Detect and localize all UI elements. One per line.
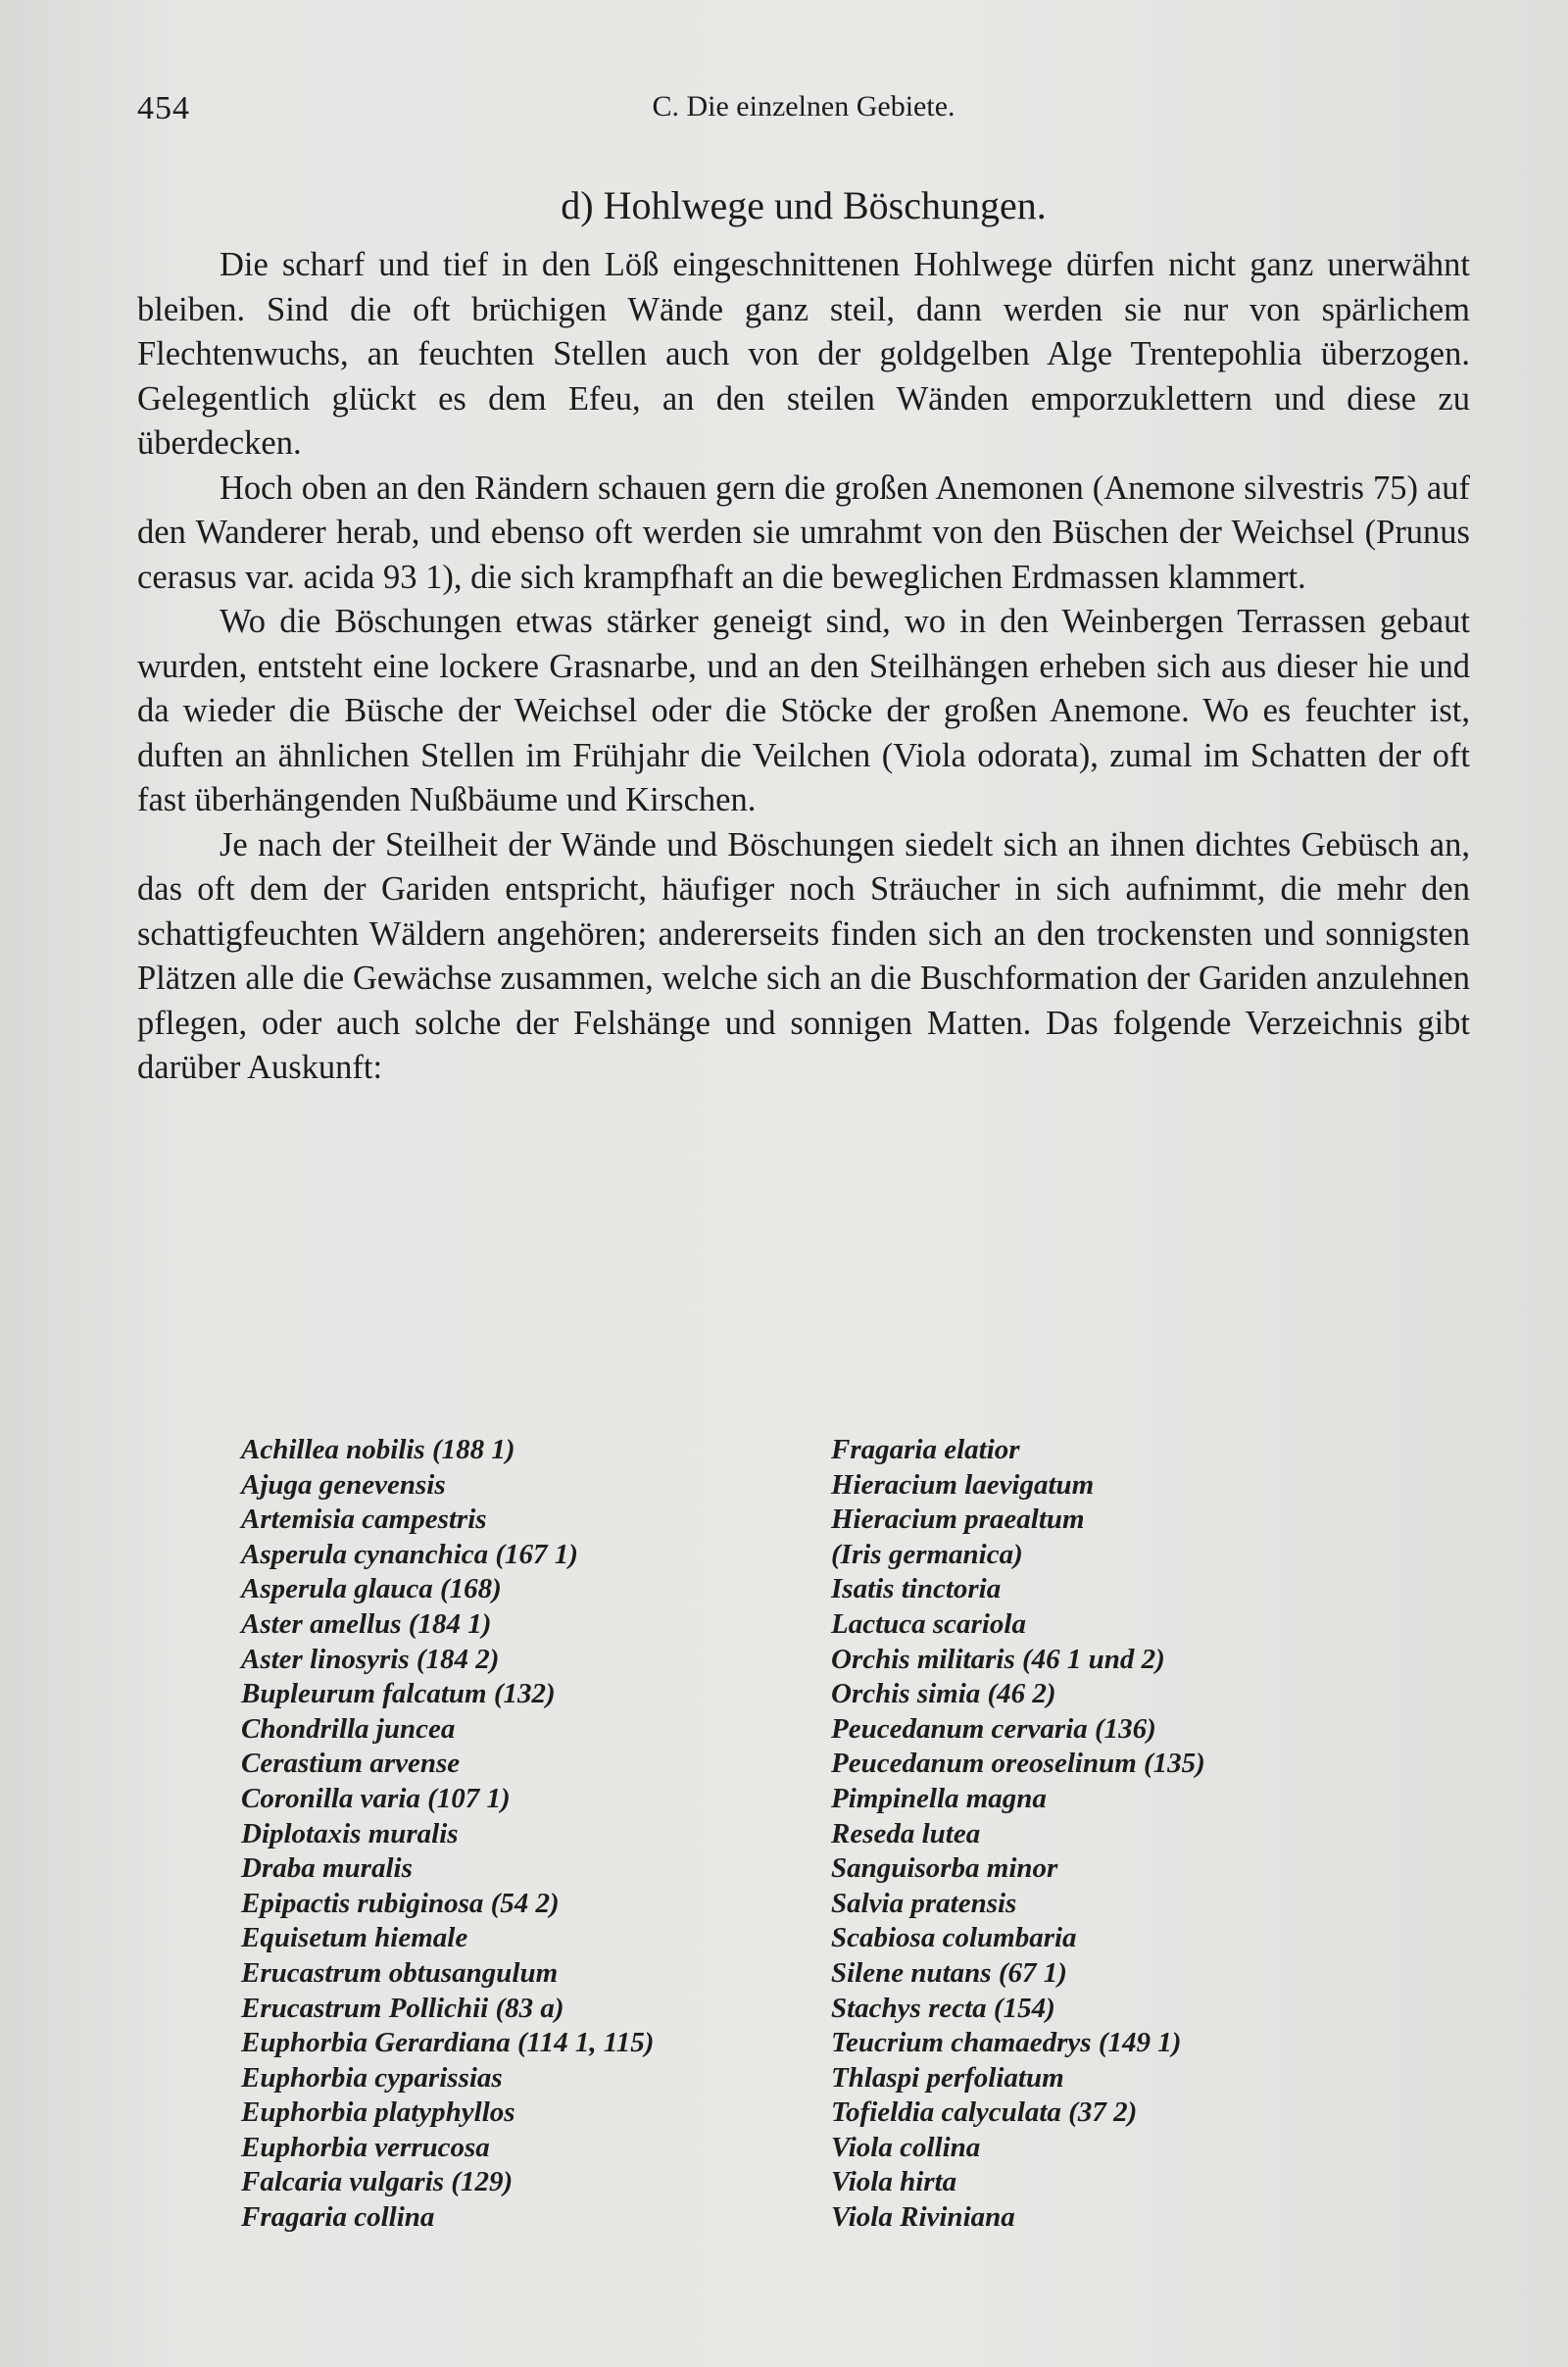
species-entry: Achillea nobilis (188 1): [241, 1434, 515, 1465]
species-entry: Bupleurum falcatum (132): [241, 1678, 556, 1710]
species-entry: Fragaria collina: [241, 2201, 435, 2234]
species-entry: Asperula glauca (168): [241, 1573, 502, 1605]
running-head: C. Die einzelnen Gebiete.: [652, 90, 956, 123]
species-entry: Peucedanum oreoselinum (135): [831, 1748, 1205, 1780]
species-entry: Peucedanum cervaria (136): [831, 1712, 1156, 1745]
species-entry: Orchis militaris (46 1 und 2): [831, 1643, 1165, 1675]
species-entry: Pimpinella magna: [831, 1782, 1047, 1814]
species-entry: Reseda lutea: [831, 1817, 981, 1849]
species-entry: Scabiosa columbaria: [831, 1922, 1077, 1954]
species-entry: Silene nutans (67 1): [831, 1956, 1067, 1989]
species-entry: Lactuca scariola: [831, 1607, 1026, 1640]
page-number: 454: [137, 90, 190, 126]
species-entry: Viola collina: [831, 2131, 981, 2163]
species-entry: Euphorbia verrucosa: [241, 2131, 490, 2163]
species-entry: Hieracium praealtum: [831, 1504, 1085, 1536]
species-entry: Erucastrum Pollichii (83 a): [241, 1992, 564, 2024]
species-entry: Epipactis rubiginosa (54 2): [241, 1887, 560, 1919]
paragraph: Wo die Böschungen etwas stärker geneigt sind, wo in den Weinbergen Terrassen gebaut wurden, entsteht eine lockere Grasnarbe, und an den Steilhängen erheben sich aus dieser hie und da wieder die Büsche der Weichsel oder die Stöcke der großen Anemone. Wo es feuchter ist, duften an ähnlichen Stellen im Frühjahr die Veilchen (Viola odorata), zumal im Schatten der oft fast überhängenden Nußbäume und Kirschen.: [137, 603, 1470, 818]
section-title: d) Hohlwege und Böschungen.: [561, 183, 1047, 227]
paragraph: Hoch oben an den Rändern schauen gern die großen Anemonen (Anemone silvestris 75) auf den Wanderer herab, und ebenso oft werden sie umrahmt von den Büschen der Weichsel (Prunus cerasus var. acida 93 1), die sich krampfhaft an die beweglichen Erdmassen klammert.: [137, 468, 1470, 596]
species-entry: Isatis tinctoria: [831, 1573, 1002, 1605]
species-list: [241, 1433, 1368, 2236]
species-entry: Ajuga genevensis: [241, 1468, 446, 1501]
species-entry: Euphorbia platyphyllos: [241, 2096, 515, 2129]
page-header: [137, 90, 1470, 139]
species-entry: Sanguisorba minor: [831, 1852, 1058, 1885]
species-entry: Viola Riviniana: [831, 2201, 1015, 2234]
species-entry: Euphorbia cyparissias: [241, 2061, 503, 2094]
species-entry: Aster linosyris (184 2): [241, 1643, 500, 1675]
species-entry: Diplotaxis muralis: [241, 1817, 459, 1849]
species-entry: (Iris germanica): [831, 1538, 1023, 1570]
species-entry: Fragaria elatior: [831, 1434, 1020, 1465]
species-entry: Euphorbia Gerardiana (114 1, 115): [241, 2027, 655, 2059]
species-column-left: [241, 1433, 831, 2236]
species-entry: Equisetum hiemale: [241, 1922, 468, 1954]
species-entry: Draba muralis: [241, 1852, 413, 1885]
species-entry: Asperula cynanchica (167 1): [241, 1538, 578, 1570]
species-entry: Chondrilla juncea: [241, 1712, 456, 1745]
species-entry: Artemisia campestris: [241, 1504, 487, 1536]
species-entry: Hieracium laevigatum: [831, 1468, 1095, 1501]
species-entry: Salvia pratensis: [831, 1887, 1017, 1919]
species-entry: Orchis simia (46 2): [831, 1678, 1056, 1710]
species-entry: Viola hirta: [831, 2166, 957, 2198]
species-entry: Aster amellus (184 1): [241, 1607, 492, 1640]
paragraph: Je nach der Steilheit der Wände und Böschungen siedelt sich an ihnen dichtes Gebüsch an, das oft dem der Gariden entspricht, häufiger noch Sträucher in sich aufnimmt, die mehr den schattigfeuchten Wäldern angehören; andererseits finden sich an den trockensten und sonnigsten Plätzen alle die Gewächse zusammen, welche sich an die Buschformation der Gariden anzulehnen pflegen, oder auch solche der Felshänge und sonnigen Matten. Das folgende Verzeichnis gibt darüber Auskunft:: [137, 825, 1470, 1086]
paragraph: Die scharf und tief in den Löß eingeschnittenen Hohlwege dürfen nicht ganz unerwähnt bleiben. Sind die oft brüchigen Wände ganz steil, dann werden sie nur von spärlichem Flechtenwuchs, an feuchten Stellen auch von der goldgelben Alge Trentepohlia überzogen. Gelegentlich glückt es dem Efeu, an den steilen Wänden emporzuklettern und diese zu überdecken.: [137, 246, 1470, 462]
species-entry: Teucrium chamaedrys (149 1): [831, 2027, 1182, 2059]
species-column-right: [831, 1433, 1368, 2236]
species-entry: Coronilla varia (107 1): [241, 1782, 511, 1814]
species-entry: Tofieldia calyculata (37 2): [831, 2096, 1138, 2129]
species-entry: Falcaria vulgaris (129): [241, 2166, 514, 2198]
species-entry: Cerastium arvense: [241, 1748, 461, 1780]
species-entry: Erucastrum obtusangulum: [241, 1956, 559, 1989]
species-entry: Stachys recta (154): [831, 1992, 1055, 2024]
species-entry: Thlaspi perfoliatum: [831, 2061, 1064, 2094]
body-text: [137, 243, 1470, 1091]
